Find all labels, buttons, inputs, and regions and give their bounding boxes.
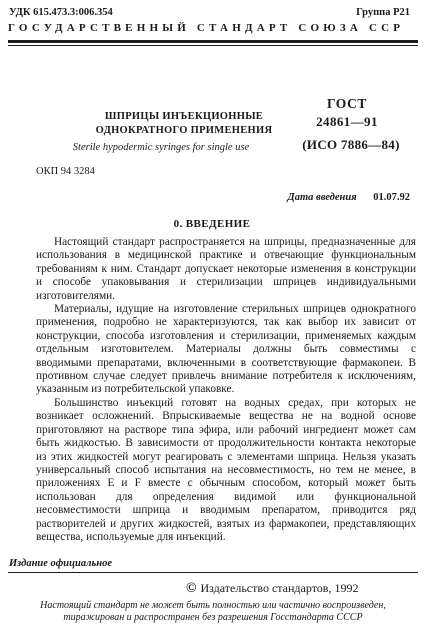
- copyright-icon: ©: [186, 581, 197, 596]
- introduction-date-value: 01.07.92: [373, 192, 410, 203]
- paragraph: Настоящий стандарт распространяется на шприцы, предназначенные для использования в медицинской практике и отвечающие функциональным требованиям к ним. Стандарт допускает некоторые изменения в конструкции и способе упаковывания и стерилизации шприцев индивидуальными изготовителями.: [36, 236, 416, 302]
- notice-line-2: тиражирован и распространен без разрешения Госстандарта СССР: [63, 612, 363, 623]
- header-rule-thick: [8, 40, 418, 43]
- english-title: Sterile hypodermic syringes for single use: [72, 142, 250, 153]
- title-line-1: ШПРИЦЫ ИНЪЕКЦИОННЫЕ: [104, 111, 264, 122]
- group-code: Группа Р21: [356, 7, 410, 18]
- reproduction-notice: [8, 600, 418, 624]
- notice-line-1: Настоящий стандарт не может быть полностью или частично воспроизведен,: [40, 600, 386, 611]
- introduction-date-label: Дата введения: [287, 192, 357, 203]
- copyright: [186, 581, 358, 597]
- introduction-date: [288, 192, 410, 203]
- paragraph: Большинство инъекций готовят на водных средах, при которых не возникает осложнений. Впрыскиваемые вещества не на водной основе приготовляют на растворе типа эфира, или рабочий ингредиент может сам быть жидкостью. В зависимости от продолжительности контакта некоторые из этих жидкостей могут реагировать с элементами шприца. Нельзя указать универсальный способ испытания на несовместимость, но тем не менее, в приложениях Е и F вместе с обычным способом, который может быть использован для определения видимой или функциональной несовместимости шприца и вводимым препаратом, приводится ряд растворителей и других жидкостей, взятых из фармакопеи, представляющих вещества, используемые для инъекций.: [36, 396, 416, 543]
- document-title: [84, 110, 284, 138]
- gost-number: 24861—91: [316, 114, 378, 129]
- section-body: [36, 236, 416, 544]
- title-line-2: ОДНОКРАТНОГО ПРИМЕНЕНИЯ: [95, 125, 273, 136]
- paragraph: Материалы, идущие на изготовление стерильных шприцев однократного применения, подробно не характеризуются, так как выбор их зависит от конструкции, способа изготовления и стерилизации, применяемых каждым отдельным изготовителем. Материалы должны быть совместимы с вводимыми препаратами, включенными в соответствующие фармакопеи. В противном случае следует привлечь внимание потребителя к исключениям, указанным из потребительской упаковке.: [36, 303, 416, 396]
- copyright-text: Издательство стандартов, 1992: [200, 581, 359, 595]
- udk-code: УДК 615.473.3:006.354: [9, 7, 113, 18]
- section-heading: 0. ВВЕДЕНИЕ: [173, 218, 251, 230]
- okp-code: ОКП 94 3284: [36, 166, 95, 177]
- gost-label: ГОСТ: [326, 96, 368, 111]
- header-rule-thin: [8, 45, 418, 46]
- edition-label: Издание официальное: [9, 558, 113, 569]
- iso-reference: (ИСО 7886—84): [302, 137, 400, 152]
- state-standard-banner: ГОСУДАРСТВЕННЫЙ СТАНДАРТ СОЮЗА ССР: [8, 22, 405, 34]
- footer-rule: [8, 572, 418, 573]
